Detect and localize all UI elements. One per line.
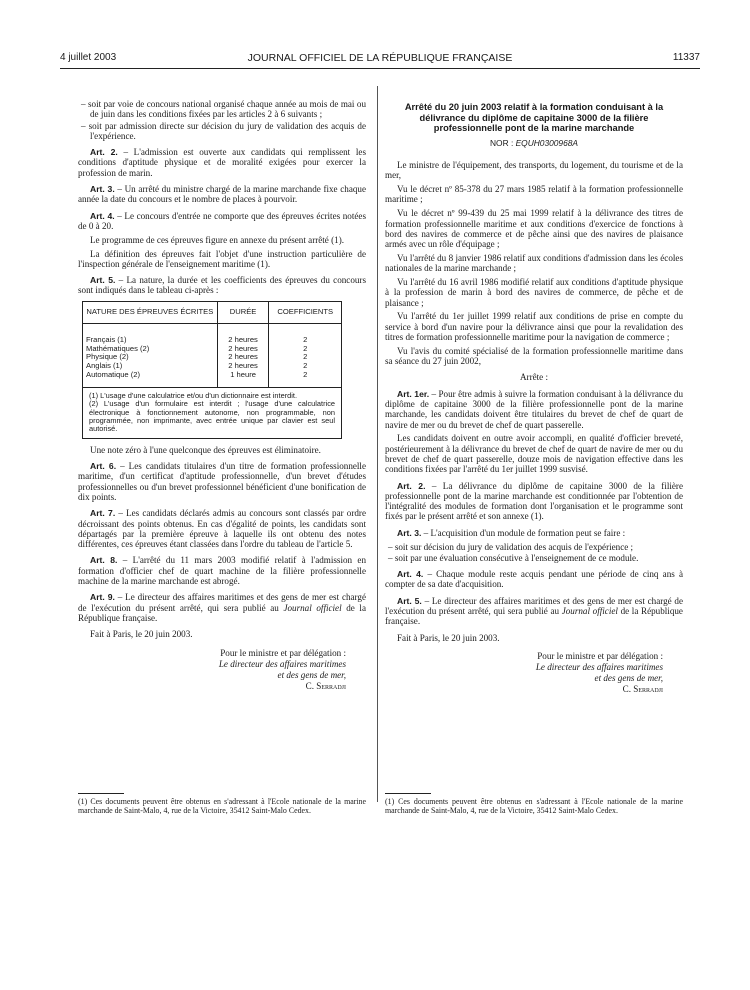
article-3: Art. 3. – Un arrêté du ministre chargé de la marine marchande fixe chaque année la date du concours et le nombre de places à pourvoir. bbox=[78, 184, 366, 205]
footnote-right: (1) Ces documents peuvent être obtenus en s'adressant à l'Ecole nationale de la marine marchande de Saint-Malo, 4, rue de la Victoire, 35412 Saint-Malo Cedex. bbox=[385, 797, 683, 816]
header-rule bbox=[60, 68, 700, 69]
table-note: (2) L'usage d'un formulaire est interdit ; l'usage d'une calculatrice électronique à fonctionnement autonome, non programmable, non programmée, non imprimante, avec entrée unique par clavier est seul autorisé. bbox=[89, 399, 335, 434]
article-9: Art. 9. – Le directeur des affaires maritimes et des gens de mer est chargé de l'exécution du présent arrêté, qui sera publié au Journal officiel de la République française. bbox=[78, 592, 367, 623]
footnote-rule bbox=[385, 793, 431, 794]
article-label: Art. 6. bbox=[90, 461, 117, 472]
table-header: COEFFICIENTS bbox=[269, 301, 342, 323]
paragraph: Vu le décret nº 85-378 du 27 mars 1985 relatif à la formation professionnelle maritime ; bbox=[385, 184, 683, 205]
paragraph: Le programme de ces épreuves figure en annexe du présent arrêté (1). bbox=[90, 234, 344, 245]
decree-title: Arrêté du 20 juin 2003 relatif à la formation conduisant à la délivrance du diplôme de capitaine 3000 de la filière professionnelle pont de la marine marchande bbox=[404, 102, 664, 134]
list-item: – soit par voie de concours national organisé chaque année au mois de mai ou de juin dans les conditions fixées par les articles 2 à 6 suivants ; bbox=[81, 99, 366, 120]
paragraph: Une note zéro à l'une quelconque des épreuves est éliminatoire. bbox=[90, 444, 321, 455]
table-header: NATURE DES ÉPREUVES ÉCRITES bbox=[83, 301, 218, 323]
article-5: Art. 5. – La nature, la durée et les coefficients des épreuves du concours sont indiqués dans le tableau ci-après : bbox=[78, 275, 367, 296]
table-note: (1) L'usage d'une calculatrice et/ou d'un dictionnaire est interdit. bbox=[89, 390, 298, 400]
article-label: Art. 8. bbox=[90, 555, 118, 566]
article-4: Art. 4. – Le concours d'entrée ne comporte que des épreuves écrites notées de 0 à 20. bbox=[78, 210, 366, 231]
table-header: DURÉE bbox=[217, 301, 269, 323]
table-row: Physique (2) 2 heures 2 bbox=[83, 353, 342, 362]
table-row: Mathématiques (2) 2 heures 2 bbox=[83, 345, 342, 354]
article-label: Art. 7. bbox=[90, 508, 116, 519]
article-label: Art. 3. bbox=[397, 527, 422, 538]
article-2: Art. 2. – La délivrance du diplôme de capitaine 3000 de la filière professionnelle pont de la marine marchande est conditionnée par l'obtention de l'intégralité des modules de formation dont l'organisation et le programme sont fixés par le présent arrêté et son annexe (1). bbox=[385, 480, 683, 522]
article-label: Art. 5. bbox=[90, 275, 116, 286]
signature-block: Pour le ministre et par délégation : Le directeur des affaires maritimes et des gens de mer, C. Serradji bbox=[78, 648, 366, 692]
running-header bbox=[60, 52, 700, 66]
table-row: Français (1) 2 heures 2 bbox=[83, 336, 342, 345]
list-item: – soit par une évaluation consécutive à l'enseignement de ce module. bbox=[388, 552, 639, 563]
header-journal-title: JOURNAL OFFICIEL DE LA RÉPUBLIQUE FRANÇAISE bbox=[247, 52, 513, 64]
table-row: Automatique (2) 1 heure 2 bbox=[83, 371, 342, 380]
article-3: Art. 3. – L'acquisition d'un module de formation peut se faire : bbox=[397, 527, 626, 538]
paragraph: Vu l'avis du comité spécialisé de la formation professionnelle maritime dans sa séance du 27 juin 2002, bbox=[385, 345, 683, 367]
article-label: Art. 9. bbox=[90, 592, 115, 603]
paragraph: Vu l'arrêté du 8 janvier 1986 relatif aux conditions d'admission dans les écoles nationales de la marine marchande ; bbox=[385, 252, 683, 274]
paragraph: Le ministre de l'équipement, des transports, du logement, du tourisme et de la mer, bbox=[385, 160, 683, 181]
paragraph: Les candidats doivent en outre avoir accompli, en qualité d'officier breveté, postérieurement à la délivrance du brevet de chef de quart de navire de mer ou du brevet de chef de quart passerelle, douze mois de navigation effective dans les conditions fixées par l'arrêté du 1er juillet 1999 susvisé. bbox=[385, 433, 683, 475]
article-label: Art. 4. bbox=[397, 569, 424, 580]
paragraph: Vu le décret nº 99-439 du 25 mai 1999 relatif à la délivrance des titres de formation professionnelle maritime et aux conditions d'exercice de fonctions à bord des navires de commerce et de pêche ainsi que des navires de plaisance armés avec un rôle d'équipage ; bbox=[385, 208, 683, 250]
column-divider bbox=[377, 86, 378, 802]
article-label: Art. 4. bbox=[90, 210, 115, 221]
header-date: 4 juillet 2003 bbox=[60, 52, 117, 63]
exam-table bbox=[82, 301, 342, 439]
article-6: Art. 6. – Les candidats titulaires d'un titre de formation professionnelle maritime, d'un certificat d'aptitude professionnelle, d'un brevet d'études professionnelles ou d'un brevet professionnel bénéficient d'une bonification de dix points. bbox=[78, 461, 366, 502]
article-8: Art. 8. – L'arrêté du 11 mars 2003 modifié relatif à l'admission en formation d'officier chef de quart machine de la filière professionnelle machine de la marine marchande est abrogé. bbox=[78, 555, 366, 587]
table-row: Anglais (1) 2 heures 2 bbox=[83, 362, 342, 371]
article-label: Art. 1er. bbox=[397, 388, 430, 399]
paragraph: Vu l'arrêté du 16 avril 1986 modifié relatif aux conditions d'aptitude physique à la profession de marin à bord des navires de commerce, de pêche et de plaisance ; bbox=[385, 277, 683, 308]
signature-block: Pour le ministre et par délégation : Le directeur des affaires maritimes et des gens de mer, C. Serradji bbox=[385, 651, 683, 695]
article-2: Art. 2. – L'admission est ouverte aux candidats qui remplissent les conditions d'aptitude physique et de moralité exigées pour exercer la profession de marin. bbox=[78, 147, 366, 178]
signatory-name: C. Serradji bbox=[622, 683, 663, 694]
date-place: Fait à Paris, le 20 juin 2003. bbox=[90, 629, 193, 640]
arrete-heading: Arrête : bbox=[519, 372, 549, 383]
paragraph: Vu l'arrêté du 1er juillet 1999 relatif aux conditions de prise en compte du service à bord d'un navire pour la délivrance ainsi que pour la revalidation des titres de formation professionnelle maritime pour la navigation de commerce ; bbox=[385, 311, 683, 343]
right-column bbox=[385, 102, 683, 695]
article-label: Art. 3. bbox=[90, 184, 115, 195]
article-7: Art. 7. – Les candidats déclarés admis au concours sont classés par ordre décroissant des points obtenus. En cas d'égalité de points, les candidats sont départagés par la première épreuve à laquelle ils ont obtenu des notes différentes, ces épreuves étant classées dans l'ordre du tableau de l'article 5. bbox=[78, 508, 366, 550]
list-item: – soit sur décision du jury de validation des acquis de l'expérience ; bbox=[388, 541, 634, 552]
left-column bbox=[78, 99, 366, 692]
signatory-name: C. Serradji bbox=[305, 680, 346, 691]
footnote-left: (1) Ces documents peuvent être obtenus en s'adressant à l'Ecole nationale de la marine marchande de Saint-Malo, 4, rue de la Victoire, 35412 Saint-Malo Cedex. bbox=[78, 797, 366, 816]
paragraph: La définition des épreuves fait l'objet d'une instruction particulière de l'inspection générale de l'enseignement maritime (1). bbox=[78, 248, 366, 269]
nor-reference: NOR : EQUH0300968A bbox=[490, 137, 578, 148]
article-label: Art. 5. bbox=[397, 595, 422, 606]
article-label: Art. 2. bbox=[397, 480, 426, 491]
header-page-number: 11337 bbox=[672, 52, 700, 63]
list-item: – soit par admission directe sur décision du jury de validation des acquis de l'expérience. bbox=[81, 120, 366, 141]
article-4: Art. 4. – Chaque module reste acquis pendant une période de cinq ans à compter de sa date d'acquisition. bbox=[385, 569, 683, 590]
footnote-rule bbox=[78, 793, 124, 794]
article-5: Art. 5. – Le directeur des affaires maritimes et des gens de mer est chargé de l'exécution du présent arrêté, qui sera publié au Journal officiel de la République française. bbox=[385, 595, 684, 627]
article-label: Art. 2. bbox=[90, 147, 118, 158]
table-notes bbox=[83, 387, 342, 438]
article-1: Art. 1er. – Pour être admis à suivre la formation conduisant à la délivrance du diplôme de capitaine 3000 de la filière professionnelle pont de la marine marchande, les candidats doivent être titulaires du brevet de chef de quart de navire de mer ou du brevet de chef de quart passerelle. bbox=[385, 388, 684, 430]
date-place: Fait à Paris, le 20 juin 2003. bbox=[397, 632, 500, 643]
